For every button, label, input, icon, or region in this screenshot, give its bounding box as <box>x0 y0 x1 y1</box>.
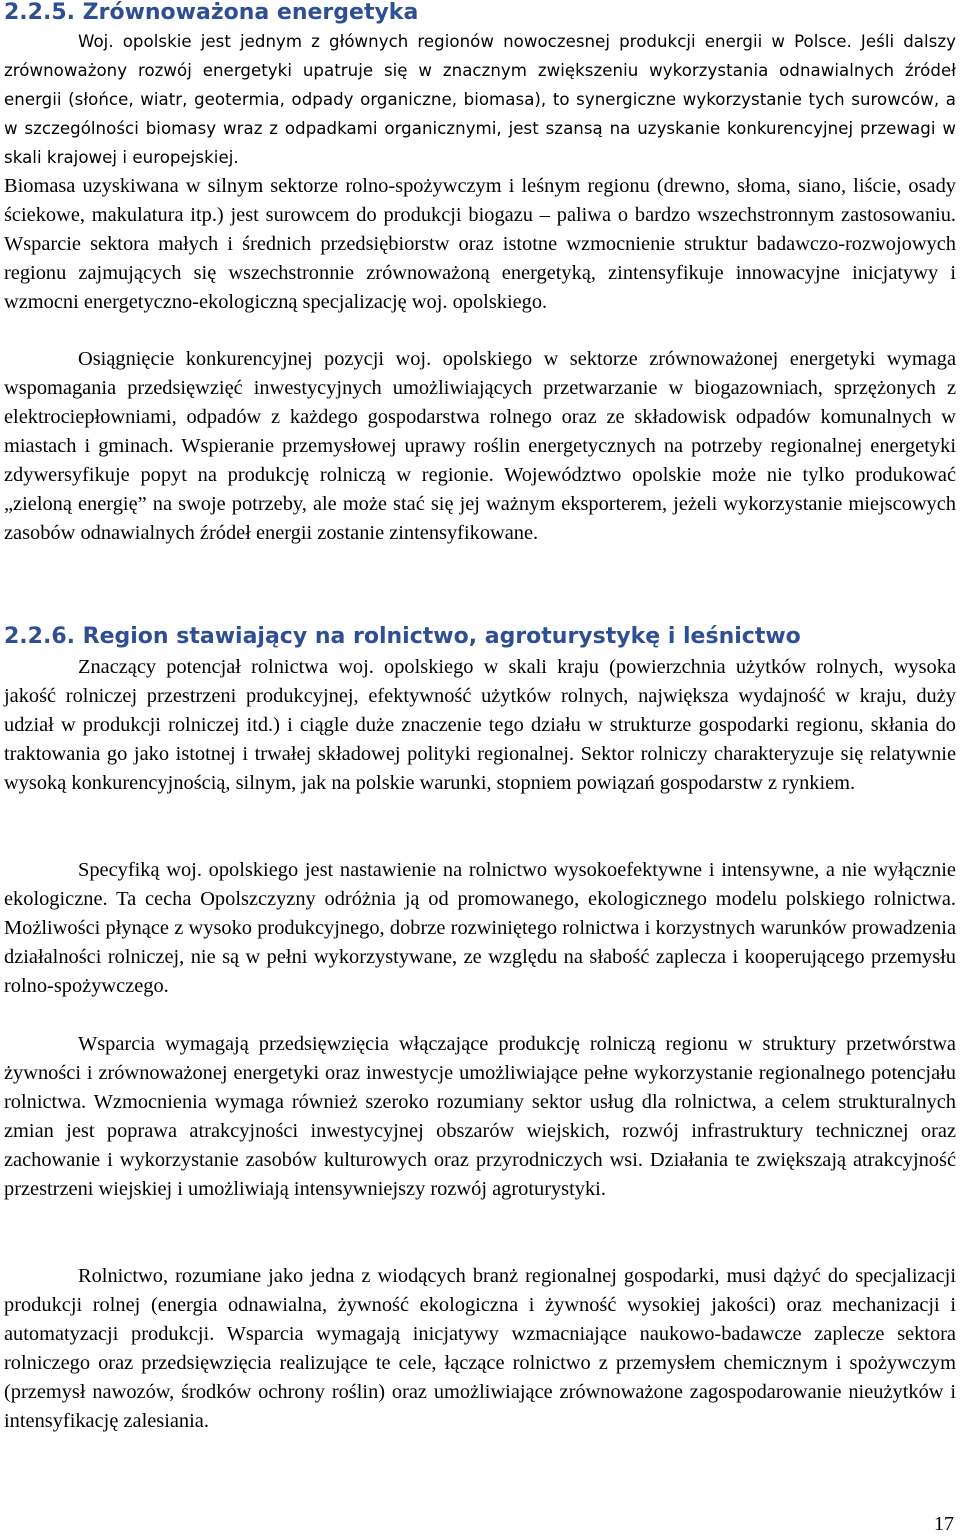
section-heading-zrownowazona-energetyka: 2.2.5. Zrównoważona energetyka <box>4 0 419 25</box>
page-number: 17 <box>934 1513 954 1535</box>
section-heading-rolnictwo-agroturystyka-lesnictwo: 2.2.6. Region stawiający na rolnictwo, agroturystykę i leśnictwo <box>4 624 801 649</box>
paragraph: Biomasa uzyskiwana w silnym sektorze rolno-spożywczym i leśnym regionu (drewno, słoma, siano, liście, osady ściekowe, makulatura itp.) jest surowcem do produkcji biogazu – paliwa o bardzo wszechstronnym zastosowaniu. Wsparcie sektora małych i średnich przedsiębiorstw oraz istotne wzmocnienie struktur badawczo-rozwojowych regionu zajmujących się wszechstronnie zrównoważoną energetyką, zintensyfikuje innowacyjne inicjatywy i wzmocni energetyczno-ekologiczną specjalizację woj. opolskiego. <box>4 175 956 313</box>
paragraph: Wsparcia wymagają przedsięwzięcia włączające produkcję rolniczą regionu w struktury przetwórstwa żywności i zrównoważonej energetyki oraz inwestycje umożliwiające pełne wykorzystanie regionalnego potencjału rolnictwa. Wzmocnienia wymaga również szeroko rozumiany sektor usług dla rolnictwa, a celem strukturalnych zmian jest poprawa atrakcyjności inwestycyjnej obszarów wiejskich, rozwój infrastruktury technicznej oraz zachowanie i wykorzystanie zasobów kulturowych oraz przyrodniczych wsi. Działania te zwiększają atrakcyjność przestrzeni wiejskiej i umożliwiają intensywniejszy rozwój agroturystyki. <box>4 1033 956 1200</box>
paragraph: Znaczący potencjał rolnictwa woj. opolskiego w skali kraju (powierzchnia użytków rolnych, wysoka jakość rolniczej przestrzeni produkcyjnej, efektywność użytków rolnych, największa wydajność w kraju, duży udział w produkcji rolniczej itd.) i ciągle duże znaczenie tego działu w strukturze gospodarki regionu, skłania do traktowania go jako istotnej i trwałej składowej polityki regionalnej. Sektor rolniczy charakteryzuje się relatywnie wysoką konkurencyjnością, silnym, jak na polskie warunki, stopniem powiązań gospodarstw z rynkiem. <box>4 656 956 794</box>
paragraph: Rolnictwo, rozumiane jako jedna z wiodących branż regionalnej gospodarki, musi dążyć do specjalizacji produkcji rolnej (energia odnawialna, żywność ekologiczna i żywność wysokiej jakości) oraz mechanizacji i automatyzacji produkcji. Wsparcia wymagają inicjatywy wzmacniające naukowo-badawcze zaplecze sektora rolniczego oraz przedsięwzięcia realizujące te cele, łączące rolnictwo z przemysłem chemicznym i spożywczym (przemysł nawozów, środków ochrony roślin) oraz umożliwiające zrównoważone zagospodarowanie nieużytków i intensyfikację zalesiania. <box>4 1265 956 1432</box>
paragraph: Osiągnięcie konkurencyjnej pozycji woj. opolskiego w sektorze zrównoważonej energetyki wymaga wspomagania przedsięwzięć inwestycyjnych umożliwiających przetwarzanie w biogazowniach, sprzężonych z elektrociepłowniami, odpadów z każdego gospodarstwa rolnego oraz ze składowisk odpadów komunalnych w miastach i gminach. Wspieranie przemysłowej uprawy roślin energetycznych na potrzeby regionalnej energetyki zdywersyfikuje popyt na produkcję rolniczą w regionie. Województwo opolskie może nie tylko produkować „zieloną energię” na swoje potrzeby, ale może stać się jej ważnym eksporterem, jeżeli wykorzystanie miejscowych zasobów odnawialnych źródeł energii zostanie zintensyfikowane. <box>4 348 956 544</box>
paragraph: Specyfiką woj. opolskiego jest nastawienie na rolnictwo wysokoefektywne i intensywne, a nie wyłącznie ekologiczne. Ta cecha Opolszczyzny odróżnia ją od promowanego, ekologicznego modelu polskiego rolnictwa. Możliwości płynące z wysoko produkcyjnego, dobrze rozwiniętego rolnictwa i korzystnych warunków prowadzenia działalności rolniczej, nie są w pełni wykorzystywane, ze względu na słabość zaplecza i kooperującego przemysłu rolno-spożywczego. <box>4 859 956 997</box>
paragraph: Woj. opolskie jest jednym z głównych regionów nowoczesnej produkcji energii w Polsce. Jeśli dalszy zrównoważony rozwój energetyki upatruje się w znacznym zwiększeniu wykorzystania odnawialnych źródeł energii (słońce, wiatr, geotermia, odpady organiczne, biomasa), to synergiczne wykorzystanie tych surowców, a w szczególności biomasy wraz z odpadkami organicznymi, jest szansą na uzyskanie konkurencyjnej przewagi w skali krajowej i europejskiej. <box>4 32 956 167</box>
